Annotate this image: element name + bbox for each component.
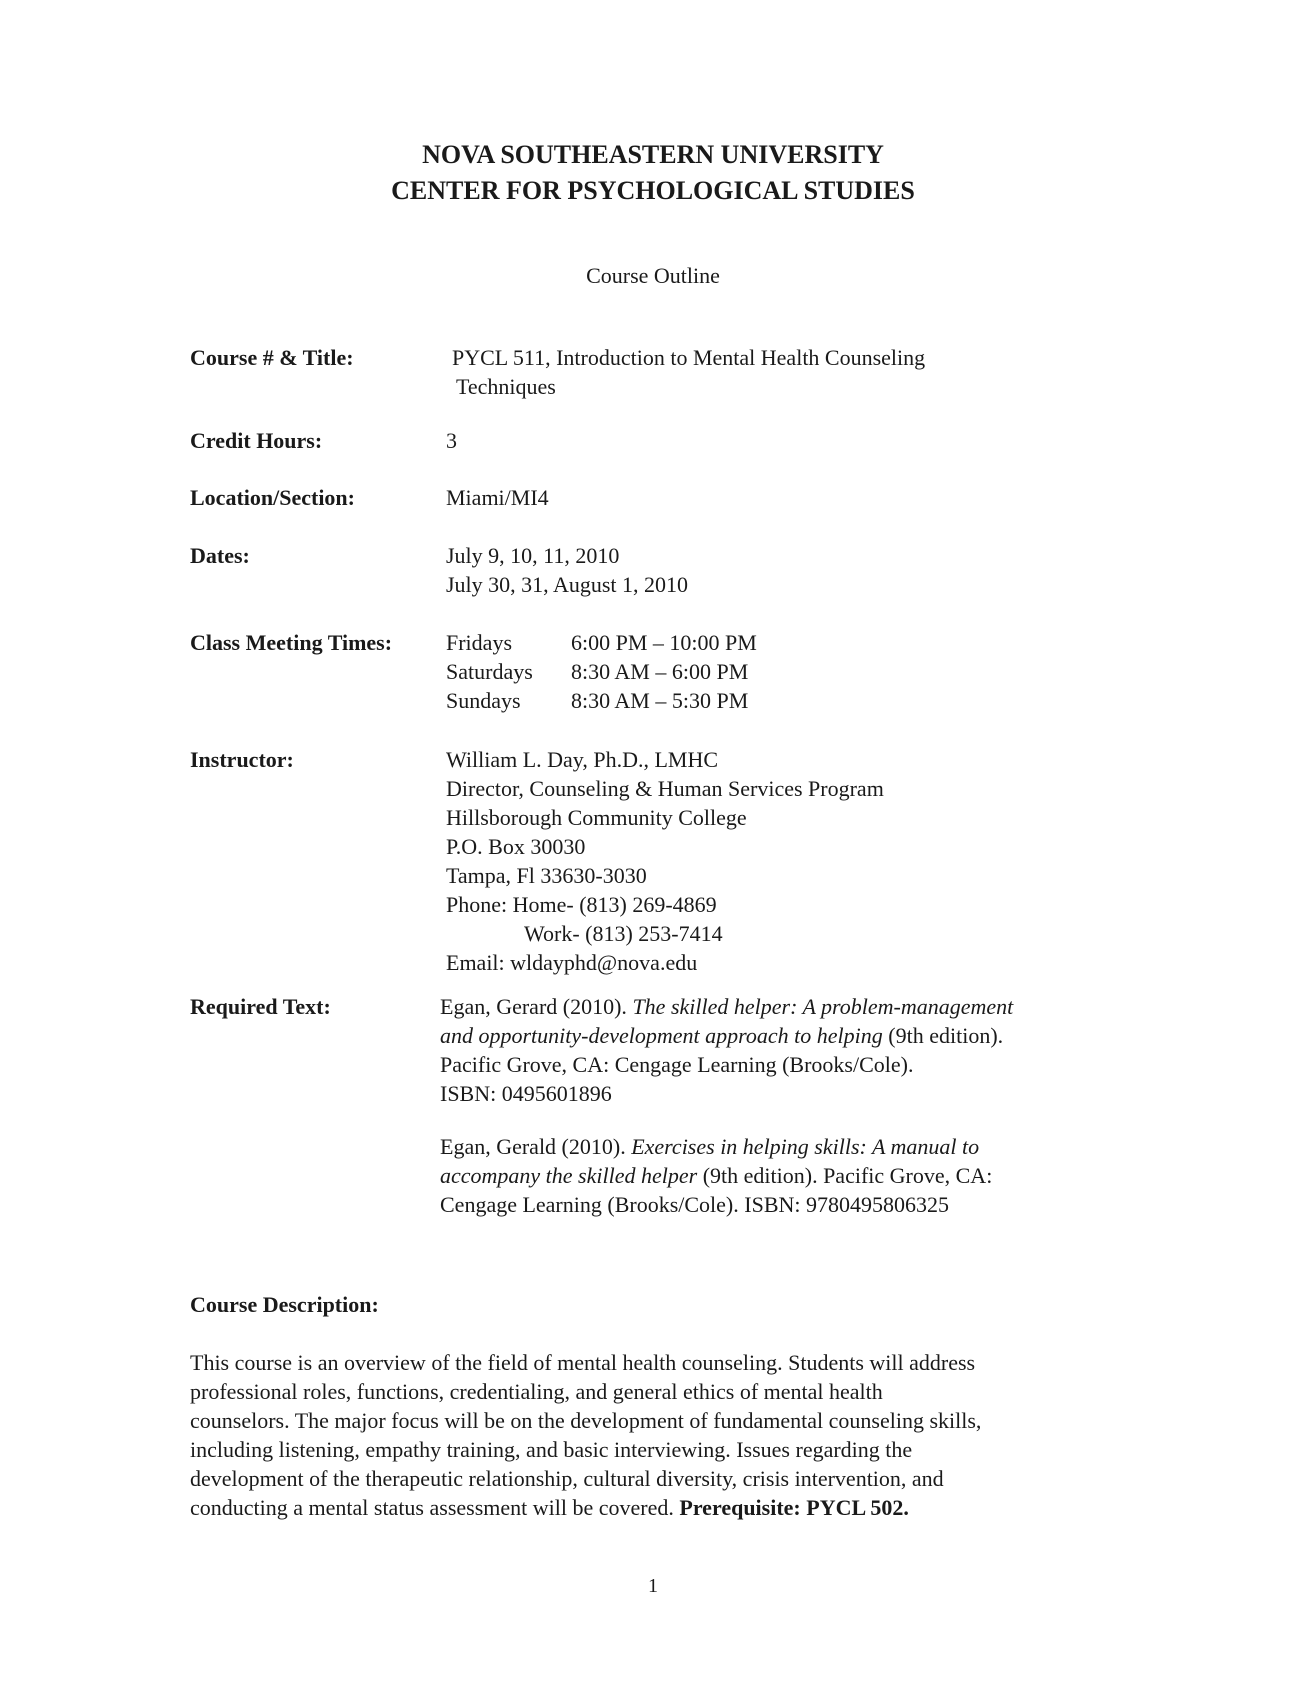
course-description-body: This course is an overview of the field of mental health counseling. Students will address professional roles, functions, credentialing, and general ethics of mental health counselors. The major focus will be on the development of fundamental counseling skills, including listening, empathy training, and basic interviewing. Issues regarding the development of the therapeutic relationship, cultural diversity, crisis intervention, and conducting a mental status assessment will be covered. Prerequisite: PYCL 502. — [190, 1350, 982, 1520]
credit-hours-value: 3 — [446, 428, 457, 453]
dates-label: Dates: — [190, 543, 250, 568]
location-label: Location/Section: — [190, 485, 355, 510]
meeting-times-value — [446, 628, 757, 715]
instructor-name: William L. Day, Ph.D., LMHC — [446, 747, 719, 772]
instructor-value — [446, 745, 884, 977]
required-text-label: Required Text: — [190, 994, 331, 1019]
meeting-time-friday: Fridays 6:00 PM – 10:00 PM — [446, 630, 757, 655]
credit-hours-label: Credit Hours: — [190, 428, 323, 453]
document-header — [0, 137, 1306, 209]
required-text-book2: Egan, Gerald (2010). Exercises in helping skills: A manual to accompany the skilled helper (9th edition). Pacific Grove, CA: Cengage Learning (Brooks/Cole). ISBN: 9780495806325 — [440, 1134, 993, 1217]
dates-value: July 9, 10, 11, 2010 July 30, 31, August 1, 2010 — [446, 543, 689, 597]
document-subtitle: Course Outline — [586, 263, 720, 288]
meeting-times-label: Class Meeting Times: — [190, 630, 393, 655]
instructor-position: Director, Counseling & Human Services Program — [446, 776, 884, 801]
page-number: 1 — [648, 1575, 658, 1597]
instructor-email[interactable]: Email: wldayphd@nova.edu — [446, 950, 698, 975]
meeting-time-saturday: Saturdays 8:30 AM – 6:00 PM — [446, 659, 749, 684]
university-name: NOVA SOUTHEASTERN UNIVERSITY — [422, 140, 884, 169]
instructor-po-box: P.O. Box 30030 — [446, 834, 586, 859]
course-title-label: Course # & Title: — [190, 345, 354, 370]
instructor-phone-work: Work- (813) 253-7414 — [524, 921, 723, 946]
required-text-book1: Egan, Gerard (2010). The skilled helper: A problem-management and opportunity-development approach to helping (9th edition). Pacific Grove, CA: Cengage Learning (Brooks/Cole). ISBN: 0495601896 — [440, 994, 1014, 1106]
meeting-time-sunday: Sundays 8:30 AM – 5:30 PM — [446, 688, 749, 713]
instructor-label: Instructor: — [190, 747, 294, 772]
course-description-heading: Course Description: — [190, 1292, 379, 1317]
instructor-phone-home: Phone: Home- (813) 269-4869 — [446, 892, 717, 917]
location-value: Miami/MI4 — [446, 485, 549, 510]
center-name: CENTER FOR PSYCHOLOGICAL STUDIES — [391, 176, 915, 205]
instructor-city: Tampa, Fl 33630-3030 — [446, 863, 647, 888]
instructor-college: Hillsborough Community College — [446, 805, 747, 830]
prerequisite: Prerequisite: PYCL 502. — [679, 1495, 909, 1520]
course-title-value: PYCL 511, Introduction to Mental Health Counseling Techniques — [452, 345, 926, 399]
